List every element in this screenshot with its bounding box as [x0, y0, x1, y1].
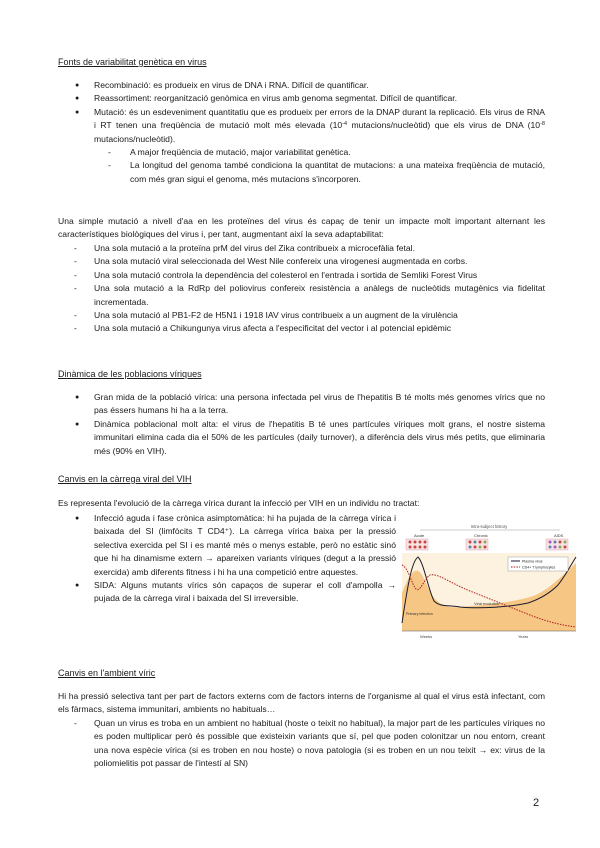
- phase-label-chronic: Chronic: [474, 533, 488, 538]
- list-item: - Una sola mutació a la proteïna prM del virus del Zika contribueix a microcefàlia fetal.: [58, 242, 545, 255]
- list-item: ● Gran mida de la població vírica: una persona infectada pel virus de l'hepatitis B té molts més genomes vírics que no pas éssers humans hi ha a la terra.: [58, 391, 545, 418]
- vih-bullet-list: [58, 512, 396, 606]
- list-item: - La longitud del genoma també condiciona la quantitat de mutacions: a una mateixa freqüència de mutació, com més gran sigui el genoma, més mutacions s'incorporen.: [94, 159, 545, 186]
- list-item: - Una sola mutació al PB1-F2 de H5N1 i 1918 IAV virus contribueix a un augment de la virulència: [58, 309, 545, 322]
- section-title-dinamica: Dinàmica de les poblacions víriques: [58, 369, 202, 379]
- list-item: ● Dinàmica poblacional molt alta: el virus de l'hepatitis B té unes partícules víriques molt grans, el nostre sistema immunitari elimina cada dia el 50% de les partícules (daily turnover), a diferència dels virus més petits, que eliminaria més (90% en VIH).: [58, 418, 545, 458]
- exponent: -8: [540, 121, 545, 128]
- exponent: -4: [342, 121, 348, 128]
- list-item: ● Infecció aguda i fase crònica asimptomàtica: hi ha pujada de la càrrega vírica i baixada del SI (limfòcits T CD4⁺). La càrrega vírica baixa per la pressió selectiva exercida pel SI i es manté més o menys estable, però no estàtic sinó que hi ha dinamisme extern → apareixen variants víriques (degut a la pressió exercida) amb diferents fitness i hi ha una competició entre aquestes.: [58, 512, 396, 579]
- phase-label-aids: AIDS: [554, 533, 564, 538]
- page-number: 2: [533, 797, 540, 809]
- list-item: - Una sola mutació a Chikungunya virus afecta a l'especificitat del vector i al potencial epidèmic: [58, 322, 545, 335]
- list-item: - Quan un virus es troba en un ambient no habitual (hoste o teixit no habitual), la major part de les partícules víriques no es poden multiplicar però és possible que existeixin variants que sí, pel que poden colonitzar un nou entorn, creant una nova espècie vírica (si es troben en nou hoste) o nova patologia (si es troben en un nou teixit → ex: virus de la poliomielitis pot passar de l'intestí al SN): [58, 717, 545, 771]
- axis-label-years: Years: [518, 634, 529, 639]
- fonts-bullet-list: [58, 79, 545, 186]
- mutacio-text-2: mutacions/nucleòtid) que els virus de DNA (10: [347, 120, 541, 131]
- list-item-mutacio: [58, 106, 545, 186]
- mutacio-examples-list: [58, 242, 545, 336]
- section-title-vih: Canvis en la càrrega viral del VIH: [58, 474, 192, 484]
- mutacio-intro-paragraph: Una simple mutació a nivell d'aa en les proteïnes del virus és capaç de tenir un impacte molt important alternant les característiques biològiques del virus i, per tant, augmentant així la seva adaptabilitat:: [58, 216, 545, 240]
- section-title-ambient: Canvis en l'ambient víric: [58, 668, 156, 678]
- hiv-viral-load-figure: [400, 523, 578, 640]
- phase-label-acute: Acute: [414, 533, 425, 538]
- legend-virus-label: Plasma virus: [522, 559, 543, 564]
- ambient-intro-paragraph: Hi ha pressió selectiva tant per part de factors externs com de factors interns de l'organisme al qual el virus està infectant, com els fàrmacs, sistema immunitari, ambients no habituals…: [58, 691, 545, 715]
- list-item: - A major freqüència de mutació, major variabilitat genètica.: [94, 146, 545, 159]
- section-title-fonts: Fonts de variabilitat genètica en virus: [58, 57, 207, 67]
- viral-evolution-label: Viral evolution: [474, 601, 500, 606]
- figure-legend: [508, 557, 568, 571]
- mutacio-text-1: Mutació: és un esdeveniment quantitatiu que es produeix per errors de la DNAP durant la replicació. Els virus de RNA i RT tenen una freqüència de mutació molt més elevada (10: [94, 106, 545, 131]
- list-item: - Una sola mutació a la RdRp del poliovirus confereix resistència a anàlegs de nucleòtids mutagènics via fidelitat incrementada.: [58, 282, 545, 309]
- figure-header-label: Intra-subject history: [470, 524, 508, 529]
- list-item: ● Reassortiment: reorganització genòmica en virus amb genoma segmentat. Difícil de quantificar.: [58, 92, 545, 105]
- vih-intro-paragraph: Es representa l'evolució de la càrrega vírica durant la infecció per VIH en un individu no tractat:: [58, 498, 420, 508]
- primary-infection-label: Primary infection: [406, 612, 433, 616]
- list-item: - Una sola mutació viral seleccionada del West Nile confereix una virogenesi augmentada en corbs.: [58, 255, 545, 268]
- dinamica-bullet-list: [58, 391, 545, 458]
- mutacio-text-3: mutacions/nucleòtid).: [94, 133, 176, 144]
- axis-label-weeks: Weeks: [420, 634, 433, 639]
- mutacio-sub-list: [94, 146, 545, 186]
- list-item: ● Recombinació: es produeix en virus de DNA i RNA. Difícil de quantificar.: [58, 79, 545, 92]
- list-item: ● SIDA: Alguns mutants vírics són capaços de superar el coll d'ampolla → pujada de la càrrega viral i baixada del SI irreversible.: [58, 579, 396, 606]
- legend-cd4-label: CD4+ T lymphocytes: [522, 565, 556, 570]
- list-item: - Una sola mutació controla la dependència del colesterol en l'entrada i sortida de Semliki Forest Virus: [58, 269, 545, 282]
- ambient-list: [58, 717, 545, 771]
